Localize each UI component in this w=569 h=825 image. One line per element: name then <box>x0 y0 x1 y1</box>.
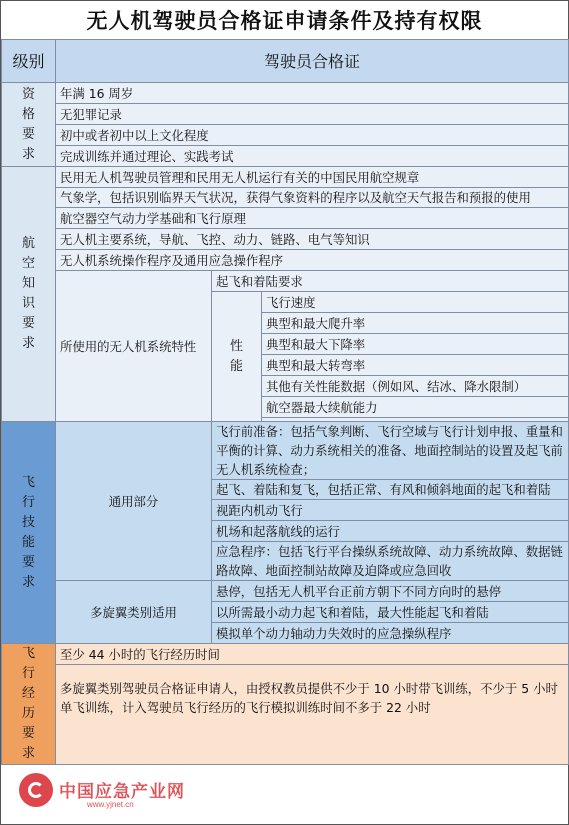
table-row: 起飞、着陆和复飞，包括正常、有风和倾斜地面的起飞和着陆 <box>212 480 569 500</box>
multirotor-label: 多旋翼类别适用 <box>56 581 212 644</box>
table-row: 机场和起落航线的运行 <box>212 521 569 542</box>
section-label-aero-knowledge: 航 空 知 识 要 求 <box>2 167 56 422</box>
table-row: 完成训练并通过理论、实践考试 <box>56 146 569 167</box>
general-part-label: 通用部分 <box>56 422 212 581</box>
watermark <box>1 773 221 813</box>
system-characteristics-label: 所使用的无人机系统特性 <box>56 271 212 422</box>
table-row: 悬停，包括无人机平台正前方朝下不同方向时的悬停 <box>212 581 569 602</box>
requirements-table <box>1 39 569 765</box>
watermark-url: www.yjnet.cn <box>87 800 134 809</box>
page-title: 无人机驾驶员合格证申请条件及持有权限 <box>1 1 568 40</box>
table-row: 年满 16 周岁 <box>56 83 569 104</box>
table-row: 以所需最小动力起飞和着陆，最大性能起飞和着陆 <box>212 602 569 623</box>
table-row: 典型和最大爬升率 <box>262 313 569 334</box>
header-certificate: 驾驶员合格证 <box>56 40 569 83</box>
table-row: 典型和最大下降率 <box>262 334 569 355</box>
table-row: 气象学，包括识别临界天气状况，获得气象资料的程序以及航空天气报告和预报的使用 <box>56 188 569 208</box>
table-row: 飞行速度 <box>262 292 569 313</box>
table-row: 多旋翼类别驾驶员合格证申请人，由授权教员提供不少于 10 小时带飞训练，不少于 5 小时单飞训练，计入驾驶员飞行经历的飞行模拟训练时间不多于 22 小时 <box>56 665 569 765</box>
watermark-logo-icon <box>19 773 53 807</box>
table-row: 无人机系统操作程序及通用应急操作程序 <box>56 250 569 271</box>
table-row: 应急程序：包括飞行平台操纵系统故障、动力系统故障、数据链路故障、地面控制站故障及迫降或应急回收 <box>212 542 569 581</box>
section-label-flight-experience: 飞 行 经 历 要 求 <box>2 644 56 765</box>
table-row: 航空器空气动力学基础和飞行原理 <box>56 208 569 229</box>
table-row: 典型和最大转弯率 <box>262 355 569 376</box>
performance-label: 性 能 <box>212 292 262 422</box>
table-row: 民用无人机驾驶员管理和民用无人机运行有关的中国民用航空规章 <box>56 167 569 188</box>
header-level: 级别 <box>2 40 56 83</box>
table-row: 飞行前准备：包括气象判断、飞行空域与飞行计划申报、重量和平衡的计算、动力系统相关的准备、地面控制站的设置及起飞前无人机系统检查； <box>212 422 569 480</box>
table-row: 航空器最大续航能力 <box>262 397 569 418</box>
table-row: 无人机主要系统，导航、飞控、动力、链路、电气等知识 <box>56 229 569 250</box>
watermark-text: 中国应急产业网 <box>59 782 185 802</box>
table-row: 无犯罪记录 <box>56 104 569 125</box>
section-label-qualification: 资 格 要 求 <box>2 83 56 167</box>
table-row: 至少 44 小时的飞行经历时间 <box>56 644 569 665</box>
table-row: 起飞和着陆要求 <box>212 271 569 292</box>
section-label-flight-skills: 飞 行 技 能 要 求 <box>2 422 56 644</box>
table-row: 视距内机动飞行 <box>212 500 569 521</box>
table-row: 其他有关性能数据（例如风、结冰、降水限制） <box>262 376 569 397</box>
table-row: 模拟单个动力轴动力失效时的应急操纵程序 <box>212 623 569 644</box>
table-header-row <box>2 40 569 83</box>
table-row: 初中或者初中以上文化程度 <box>56 125 569 146</box>
